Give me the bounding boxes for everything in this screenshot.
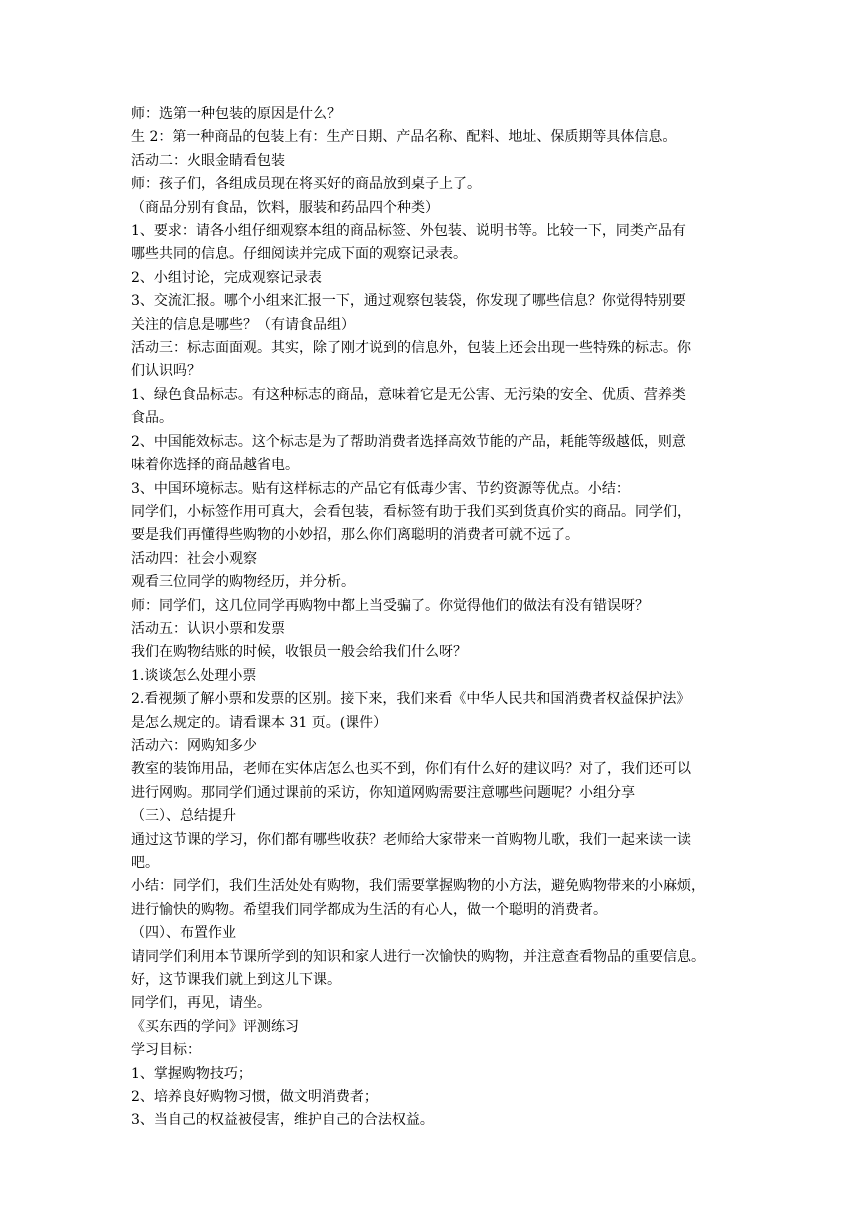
text-line: 活动五：认识小票和发票 (131, 620, 285, 637)
text-line: 我们在购物结账的时候，收银员一般会给我们什么呀？ (131, 644, 467, 661)
text-line: 同学们，再见，请坐。 (131, 995, 271, 1012)
text-line: 生 2：第一种商品的包装上有：生产日期、产品名称、配料、地址、保质期等具体信息。 (131, 129, 677, 146)
text-line: 2、中国能效标志。这个标志是为了帮助消费者选择高效节能的产品，耗能等级越低，则意 (131, 433, 686, 450)
text-line: 1、掌握购物技巧； (131, 1065, 252, 1082)
text-line: 哪些共同的信息。仔细阅读并完成下面的观察记录表。 (131, 246, 467, 263)
text-line: 关注的信息是哪些？（有请食品组） (131, 316, 355, 333)
text-line: 1.谈谈怎么处理小票 (131, 667, 257, 684)
text-line: 2、培养良好购物习惯，做文明消费者； (131, 1089, 378, 1106)
text-line: 2、小组讨论，完成观察记录表 (131, 269, 322, 286)
text-line: 小结：同学们，我们生活处处有购物，我们需要掌握购物的小方法，避免购物带来的小麻烦， (131, 878, 705, 895)
text-line: 是怎么规定的。请看课本 31 页。(课件） (131, 714, 388, 731)
text-line: 好，这节课我们就上到这儿下课。 (131, 972, 341, 989)
text-line: 3、中国环境标志。贴有这样标志的产品它有低毒少害、节约资源等优点。小结： (131, 480, 630, 497)
text-line: 进行愉快的购物。希望我们同学都成为生活的有心人，做一个聪明的消费者。 (131, 901, 607, 918)
text-line: 师：孩子们，各组成员现在将买好的商品放到桌子上了。 (131, 176, 481, 193)
text-line: 通过这节课的学习，你们都有哪些收获？老师给大家带来一首购物儿歌，我们一起来读一读 (131, 831, 691, 848)
text-line: 要是我们再懂得些购物的小妙招，那么你们离聪明的消费者可就不远了。 (131, 527, 579, 544)
text-line: 《买东西的学问》评测练习 (131, 1018, 299, 1035)
text-line: 同学们，小标签作用可真大，会看包装，看标签有助于我们买到货真价实的商品。同学们， (131, 503, 691, 520)
text-line: 活动四：社会小观察 (131, 550, 257, 567)
text-line: 1、要求：请各小组仔细观察本组的商品标签、外包装、说明书等。比较一下，同类产品有 (131, 223, 686, 240)
text-line: 学习目标： (131, 1042, 201, 1059)
text-line: （商品分别有食品，饮料，服装和药品四个种类） (131, 199, 439, 216)
text-line: 2.看视频了解小票和发票的区别。接下来，我们来看《中华人民共和国消费者权益保护法》 (131, 691, 691, 708)
text-line: 1、绿色食品标志。有这种标志的商品，意味着它是无公害、无污染的安全、优质、营养类 (131, 386, 686, 403)
text-line: 味着你选择的商品越省电。 (131, 457, 299, 474)
text-line: 师：选第一种包装的原因是什么？ (131, 106, 341, 122)
text-line: 3、交流汇报。哪个小组来汇报一下，通过观察包装袋，你发现了哪些信息？你觉得特别要 (131, 293, 686, 310)
text-line: 进行网购。那同学们通过课前的采访，你知道网购需要注意哪些问题呢？小组分享 (131, 784, 635, 801)
document-body (131, 103, 751, 1133)
text-line: 活动三：标志面面观。其实，除了刚才说到的信息外，包装上还会出现一些特殊的标志。你 (131, 340, 691, 357)
text-line: 活动二：火眼金睛看包装 (131, 152, 285, 169)
text-line: 教室的装饰用品，老师在实体店怎么也买不到，你们有什么好的建议吗？对了，我们还可以 (131, 761, 691, 778)
text-line: 食品。 (131, 410, 173, 427)
text-line: 师：同学们，这几位同学再购物中都上当受骗了。你觉得他们的做法有没有错误呀？ (131, 597, 649, 614)
text-line: 活动六：网购知多少 (131, 737, 257, 754)
text-line: 观看三位同学的购物经历，并分析。 (131, 574, 355, 591)
text-line: 请同学们利用本节课所学到的知识和家人进行一次愉快的购物，并注意查看物品的重要信息。 (131, 948, 705, 965)
text-line: 3、当自己的权益被侵害，维护自己的合法权益。 (131, 1112, 434, 1129)
text-line: （三）、总结提升 (131, 808, 236, 825)
text-line: 们认识吗？ (131, 363, 201, 380)
text-line: 吧。 (131, 855, 159, 871)
text-line: （四）、布置作业 (131, 925, 236, 942)
